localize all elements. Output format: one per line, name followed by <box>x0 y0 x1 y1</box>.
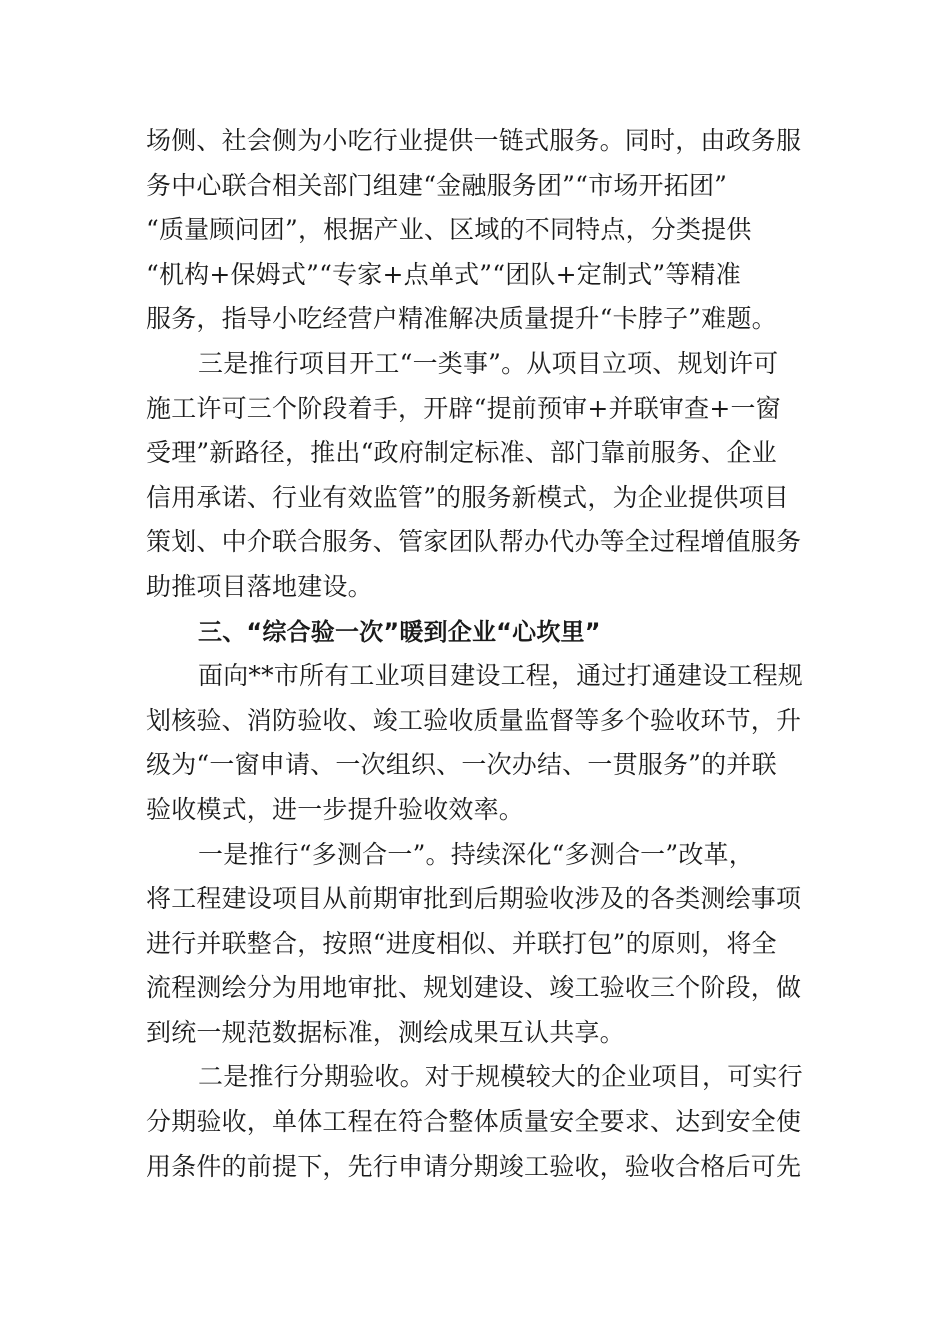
text-line: 受理”新路径，推出“政府制定标准、部门靠前服务、企业 <box>146 438 777 468</box>
paragraph-first-line: 一是推行“多测合一”。持续深化“多测合一”改革， <box>198 839 754 869</box>
text-line: 场侧、社会侧为小吃行业提供一链式服务。同时，由政务服 <box>146 126 802 155</box>
text-line: 服务，指导小吃经营户精准解决质量提升“卡脖子”难题。 <box>146 304 777 334</box>
text-line: 进行并联整合，按照“进度相似、并联打包”的原则，将全 <box>146 928 777 958</box>
text-line: 到统一规范数据标准，测绘成果互认共享。 <box>146 1017 625 1047</box>
paragraph-first-line: 面向**市所有工业项目建设工程，通过打通建设工程规 <box>198 661 804 691</box>
text-line: 施工许可三个阶段着手，开辟“提前预审+并联审查+一窗 <box>146 393 781 423</box>
section-heading: 三、“综合验一次”暖到企业“心坎里” <box>198 617 601 646</box>
text-line: 信用承诺、行业有效监管”的服务新模式，为企业提供项目 <box>146 482 789 512</box>
text-line: 务中心联合相关部门组建“金融服务团”“市场开拓团” <box>146 170 728 200</box>
paragraph-first-line: 三是推行项目开工“一类事”。从项目立项、规划许可 <box>198 348 779 378</box>
text-line: 验收模式，进一步提升验收效率。 <box>146 794 525 824</box>
text-line: “质量顾问团”，根据产业、区域的不同特点，分类提供 <box>146 215 752 245</box>
paragraph-first-line: 二是推行分期验收。对于规模较大的企业项目，可实行 <box>198 1062 803 1092</box>
text-line: 分期验收，单体工程在符合整体质量安全要求、达到安全使 <box>146 1107 802 1137</box>
document-body <box>146 119 816 1189</box>
text-line: 策划、中介联合服务、管家团队帮办代办等全过程增值服务 <box>146 527 802 557</box>
text-line: 级为“一窗申请、一次组织、一次办结、一贯服务”的并联 <box>146 750 777 780</box>
text-line: 用条件的前提下，先行申请分期竣工验收，验收合格后可先 <box>146 1151 802 1181</box>
text-line: 划核验、消防验收、竣工验收质量监督等多个验收环节，升 <box>146 705 802 735</box>
text-line: 助推项目落地建设。 <box>146 571 373 601</box>
text-line: “机构+保姆式”“专家+点单式”“团队+定制式”等精准 <box>146 259 741 289</box>
text-line: 流程测绘分为用地审批、规划建设、竣工验收三个阶段，做 <box>146 973 802 1003</box>
text-line: 将工程建设项目从前期审批到后期验收涉及的各类测绘事项 <box>146 884 802 914</box>
